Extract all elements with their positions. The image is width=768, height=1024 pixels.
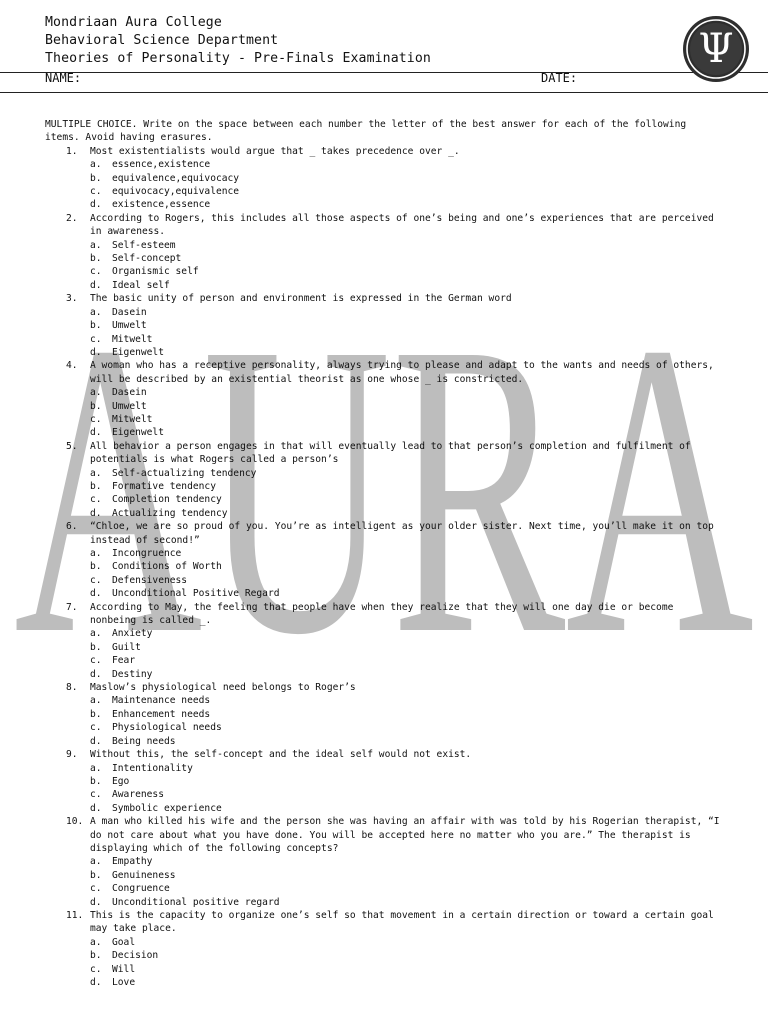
option-letter: d.: [90, 427, 102, 439]
option-text: Intentionality: [112, 762, 193, 774]
option-letter: d.: [90, 668, 102, 680]
option-text: Maintenance needs: [112, 695, 211, 707]
question-number: 7.: [66, 601, 78, 613]
date-label: DATE:: [541, 71, 578, 85]
question-text: Maslow’s physiological need belongs to Roger’s: [90, 682, 356, 694]
option-text: Decision: [112, 950, 159, 962]
option-letter: c.: [90, 186, 102, 198]
option-text: Mitwelt: [112, 333, 153, 345]
exam-title: Theories of Personality - Pre-Finals Examination: [45, 51, 431, 66]
option-text: Umwelt: [112, 320, 147, 332]
logo-symbol: Ψ: [698, 26, 734, 72]
answer-option: [90, 587, 725, 600]
option-letter: d.: [90, 199, 102, 211]
option-text: Ego: [112, 775, 130, 787]
option-text: Destiny: [112, 668, 153, 680]
question-list: [45, 145, 725, 990]
option-text: existence,essence: [112, 199, 211, 211]
option-text: Congruence: [112, 883, 170, 895]
question-text: A woman who has a receptive personality, always trying to please and adapt to the wants and needs of others, will be described by an existential theorist as one whose _ is constricted.: [90, 360, 714, 385]
answer-option: [90, 949, 725, 962]
department-name: Behavioral Science Department: [45, 33, 279, 48]
option-text: Self-esteem: [112, 239, 176, 251]
answer-option: [90, 855, 725, 868]
question-text: This is the capacity to organize one’s self so that movement in a certain direction or toward a certain goal may take place.: [90, 909, 714, 935]
option-letter: d.: [90, 735, 102, 747]
question-number: 5.: [66, 440, 78, 452]
question-number: 3.: [66, 293, 78, 305]
question-text: “Chloe, we are so proud of you. You’re as intelligent as your older sister. Next time, you’ll make it on top instead of second!”: [90, 521, 714, 546]
option-text: Enhancement needs: [112, 708, 211, 720]
answer-option: [90, 306, 725, 319]
option-text: Love: [112, 977, 136, 988]
answer-option: [90, 480, 725, 493]
answer-option: [90, 936, 725, 949]
option-text: Goal: [112, 936, 136, 948]
question-text: Most existentialists would argue that _ takes precedence over _.: [90, 145, 460, 157]
option-text: equivalence,equivocacy: [112, 172, 240, 184]
option-letter: b.: [90, 253, 102, 265]
option-letter: b.: [90, 400, 102, 412]
question-number: 1.: [66, 145, 78, 157]
option-letter: d.: [90, 896, 102, 908]
answer-option: [90, 735, 725, 748]
answer-option: [90, 802, 725, 815]
answer-option: [90, 239, 725, 252]
exam-content: [45, 118, 725, 989]
question-text: Without this, the self-concept and the ideal self would not exist.: [90, 749, 472, 761]
option-text: Anxiety: [112, 628, 153, 640]
answer-option: [90, 654, 725, 667]
option-letter: b.: [90, 708, 102, 720]
watermark-text: AURA: [14, 330, 754, 660]
answer-option: [90, 762, 725, 775]
option-text: Formative tendency: [112, 480, 216, 492]
option-letter: d.: [90, 802, 102, 814]
option-letter: b.: [90, 775, 102, 787]
answer-option: [90, 158, 725, 171]
option-text: Mitwelt: [112, 413, 153, 425]
option-letter: a.: [90, 159, 102, 171]
option-letter: a.: [90, 239, 102, 251]
question-number: 8.: [66, 682, 78, 694]
option-text: Physiological needs: [112, 722, 222, 734]
option-text: Dasein: [112, 387, 147, 399]
option-text: Self-concept: [112, 253, 182, 265]
question-number: 2.: [66, 212, 78, 224]
option-letter: d.: [90, 346, 102, 358]
option-letter: b.: [90, 172, 102, 184]
option-letter: a.: [90, 762, 102, 774]
question-number: 9.: [66, 749, 78, 761]
answer-option: [90, 641, 725, 654]
answer-option: [90, 198, 725, 211]
option-text: Eigenwelt: [112, 427, 164, 439]
question-item: [45, 440, 725, 520]
answer-option: [90, 627, 725, 640]
option-letter: b.: [90, 561, 102, 573]
option-letter: d.: [90, 279, 102, 291]
answer-option: [90, 896, 725, 909]
option-text: Defensiveness: [112, 574, 188, 586]
question-item: [45, 748, 725, 815]
answer-option: [90, 788, 725, 801]
option-text: Actualizing tendency: [112, 507, 228, 519]
option-letter: b.: [90, 480, 102, 492]
answer-option: [90, 708, 725, 721]
answer-option: [90, 413, 725, 426]
option-text: Conditions of Worth: [112, 561, 222, 573]
question-item: [45, 212, 725, 292]
option-letter: c.: [90, 883, 102, 895]
answer-option: [90, 426, 725, 439]
option-letter: c.: [90, 494, 102, 506]
psi-logo-icon: [681, 14, 751, 84]
question-text: The basic unity of person and environment is expressed in the German word: [90, 293, 512, 305]
option-letter: d.: [90, 977, 102, 988]
question-item: [45, 520, 725, 600]
exam-header: [45, 14, 685, 68]
question-item: [45, 909, 725, 989]
question-text: All behavior a person engages in that will eventually lead to that person’s completion and fulfilment of potentials is what Rogers called a person’s: [90, 440, 691, 466]
question-item: [45, 359, 725, 439]
answer-option: [90, 560, 725, 573]
answer-option: [90, 346, 725, 359]
option-letter: b.: [90, 641, 102, 653]
option-letter: c.: [90, 789, 102, 801]
question-number: 4.: [66, 360, 78, 372]
answer-option: [90, 574, 725, 587]
option-text: Unconditional positive regard: [112, 896, 280, 908]
option-letter: c.: [90, 574, 102, 586]
answer-option: [90, 185, 725, 198]
option-text: Symbolic experience: [112, 802, 222, 814]
option-text: Umwelt: [112, 400, 147, 412]
option-text: Fear: [112, 655, 136, 667]
option-text: Self-actualizing tendency: [112, 467, 257, 479]
option-letter: a.: [90, 695, 102, 707]
question-item: [45, 815, 725, 909]
answer-option: [90, 882, 725, 895]
answer-option: [90, 172, 725, 185]
option-text: Empathy: [112, 856, 153, 868]
option-text: Will: [112, 963, 136, 975]
option-text: Genuineness: [112, 869, 176, 881]
option-letter: a.: [90, 936, 102, 948]
answer-option: [90, 869, 725, 882]
question-text: According to Rogers, this includes all those aspects of one’s being and one’s experiences that are perceived in awareness.: [90, 212, 714, 238]
option-letter: a.: [90, 856, 102, 868]
option-letter: c.: [90, 413, 102, 425]
question-item: [45, 292, 725, 359]
option-letter: c.: [90, 655, 102, 667]
question-item: [45, 145, 725, 212]
answer-option: [90, 775, 725, 788]
answer-option: [90, 333, 725, 346]
option-letter: b.: [90, 869, 102, 881]
option-letter: b.: [90, 320, 102, 332]
answer-option: [90, 507, 725, 520]
question-number: 10.: [66, 816, 84, 828]
answer-option: [90, 319, 725, 332]
answer-option: [90, 279, 725, 292]
question-number: 11.: [66, 909, 84, 921]
option-text: Being needs: [112, 735, 176, 747]
answer-option: [90, 467, 725, 480]
answer-option: [90, 694, 725, 707]
name-date-line: [45, 71, 585, 85]
question-text: A man who killed his wife and the person she was having an affair with was told by his Rogerian therapist, “I do not care about what you have done. You will be accepted here no matter who you are.” The therapist is displaying which of the following concepts?: [90, 816, 720, 854]
option-letter: d.: [90, 588, 102, 600]
answer-option: [90, 668, 725, 681]
answer-option: [90, 400, 725, 413]
option-letter: c.: [90, 963, 102, 975]
option-letter: d.: [90, 507, 102, 519]
answer-option: [90, 963, 725, 976]
option-text: Organismic self: [112, 266, 199, 278]
option-text: Awareness: [112, 789, 164, 801]
college-name: Mondriaan Aura College: [45, 15, 222, 30]
question-number: 6.: [66, 521, 78, 533]
answer-option: [90, 547, 725, 560]
option-text: Ideal self: [112, 279, 170, 291]
option-letter: a.: [90, 548, 102, 559]
option-letter: a.: [90, 467, 102, 479]
option-letter: a.: [90, 628, 102, 640]
option-letter: b.: [90, 950, 102, 962]
option-letter: c.: [90, 333, 102, 345]
answer-option: [90, 493, 725, 506]
option-text: Eigenwelt: [112, 346, 164, 358]
instructions: MULTIPLE CHOICE. Write on the space between each number the letter of the best answer for each of the following items. Avoid having erasures.: [45, 119, 687, 144]
question-item: [45, 601, 725, 681]
question-text: According to May, the feeling that people have when they realize that they will one day die or become nonbeing is called _.: [90, 601, 674, 627]
name-label: NAME:: [45, 71, 82, 85]
option-letter: a.: [90, 306, 102, 318]
option-letter: a.: [90, 387, 102, 399]
name-date-underline: [0, 92, 768, 93]
answer-option: [90, 721, 725, 734]
question-item: [45, 681, 725, 748]
option-text: Guilt: [112, 641, 141, 653]
answer-option: [90, 976, 725, 989]
answer-option: [90, 386, 725, 399]
option-text: Dasein: [112, 306, 147, 318]
option-text: equivocacy,equivalence: [112, 186, 240, 198]
answer-option: [90, 265, 725, 278]
answer-option: [90, 252, 725, 265]
option-letter: c.: [90, 722, 102, 734]
option-letter: c.: [90, 266, 102, 278]
option-text: Incongruence: [112, 548, 182, 559]
option-text: Unconditional Positive Regard: [112, 588, 280, 600]
option-text: essence,existence: [112, 159, 211, 171]
option-text: Completion tendency: [112, 494, 222, 506]
